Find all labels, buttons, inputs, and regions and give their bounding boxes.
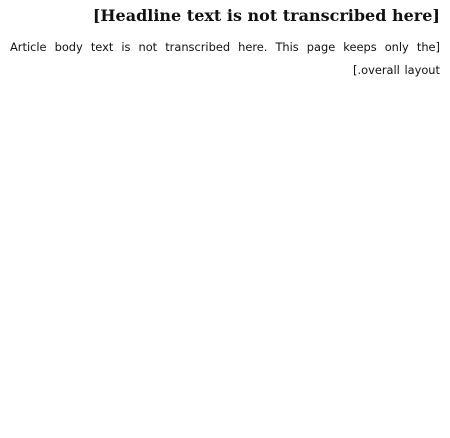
article-body: [Article body text is not transcribed here. This page keeps only the overall layout.] bbox=[10, 40, 440, 78]
article-headline: [Headline text is not transcribed here] bbox=[92, 6, 440, 25]
